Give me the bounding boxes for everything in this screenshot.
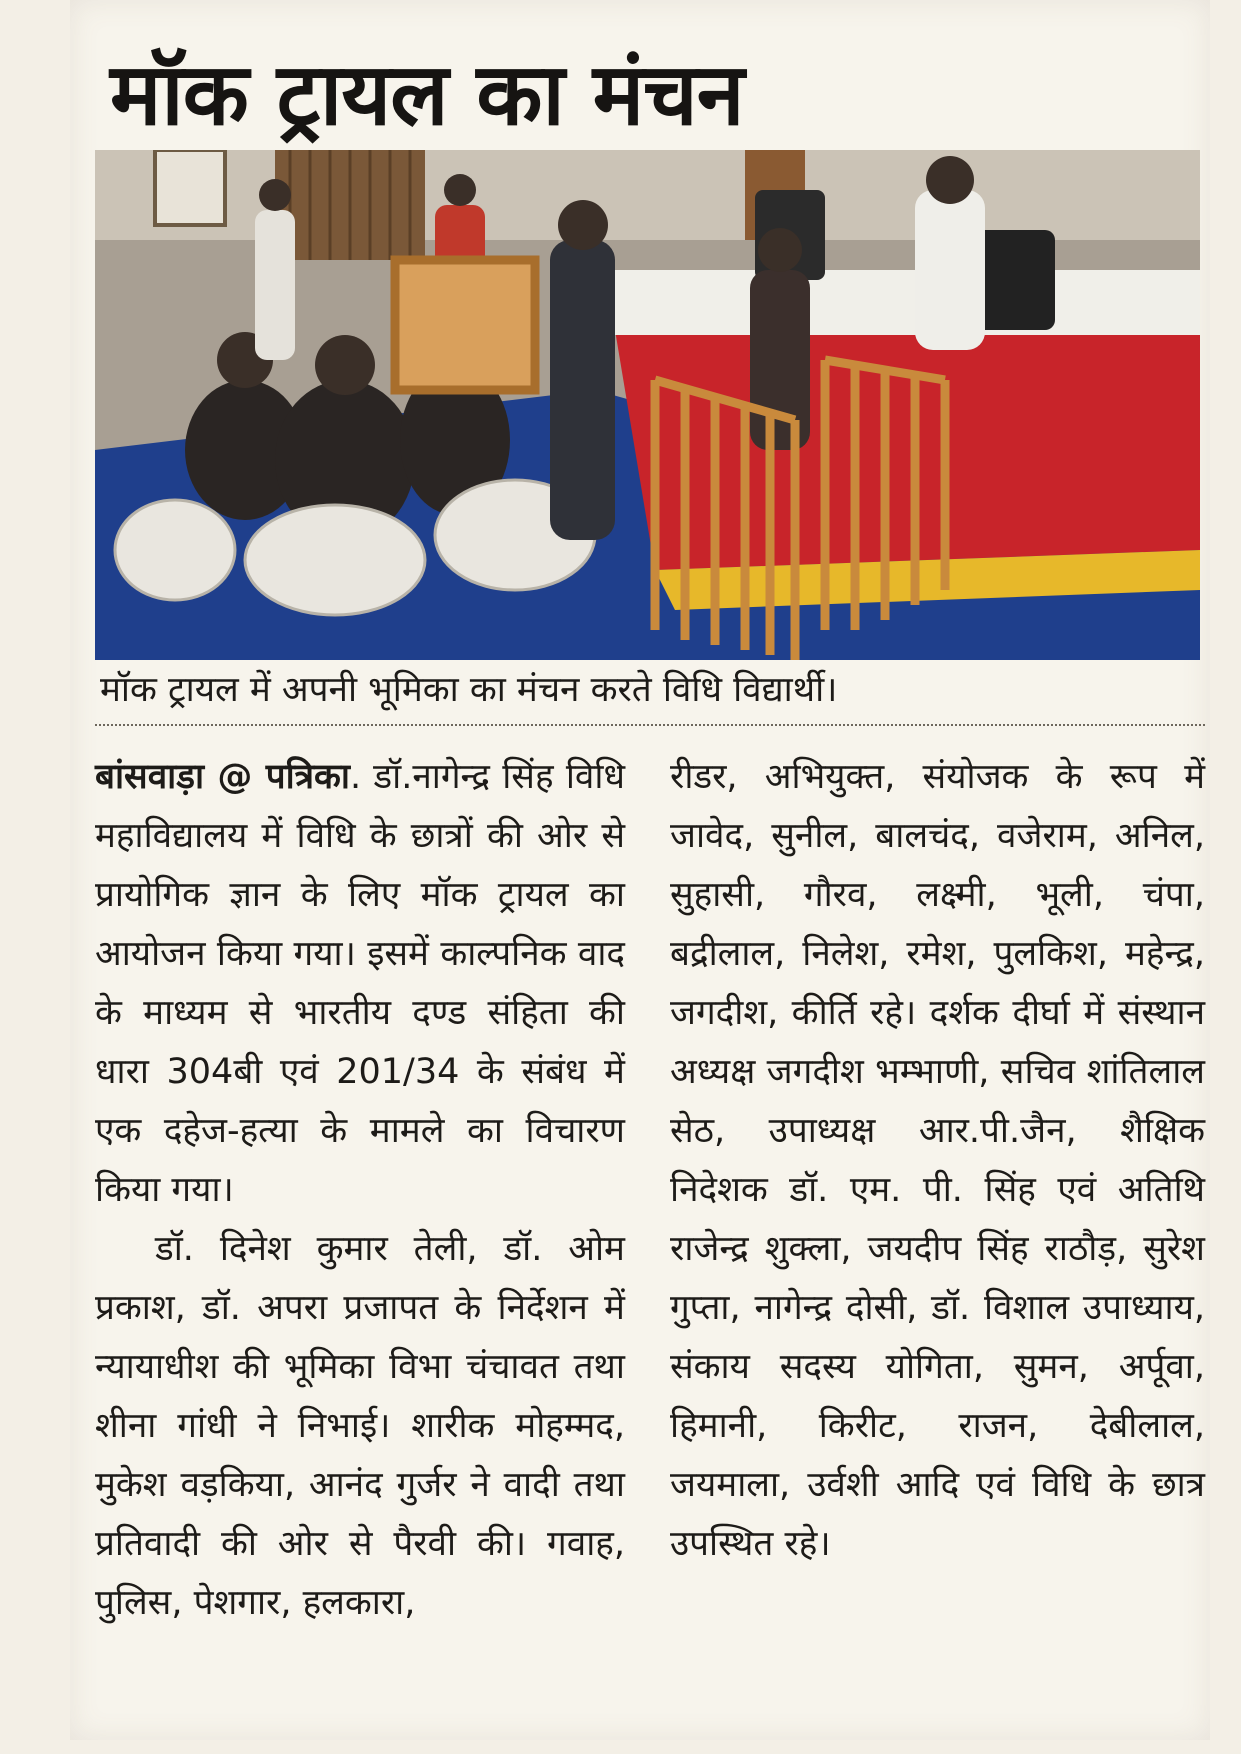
judge-bench-top bbox=[615, 270, 1200, 335]
article-column-right bbox=[670, 748, 1205, 1574]
caption-divider bbox=[95, 724, 1205, 726]
dais-red bbox=[615, 300, 1200, 570]
article-paragraph: डॉ. दिनेश कुमार तेली, डॉ. ओम प्रकाश, डॉ. अपरा प्रजापत के निर्देशन में न्यायाधीश की भूमिका विभा चंचावत तथा शीना गांधी ने निभाई। शारीक मोहम्मद, मुकेश वड़किया, आनंद गुर्जर ने वादी तथा प्रतिवादी की ओर से पैरवी की। गवाह, पुलिस, पेशगार, हलकारा, bbox=[95, 1229, 625, 1623]
mock-trial-photo bbox=[95, 150, 1200, 660]
dateline: बांसवाड़ा @ पत्रिका bbox=[95, 757, 350, 797]
news-photo bbox=[95, 150, 1200, 660]
wall-frame bbox=[155, 150, 225, 225]
headline: मॉक ट्रायल का मंचन bbox=[110, 45, 744, 145]
article-column-left bbox=[95, 748, 625, 1633]
article-paragraph bbox=[95, 748, 625, 1220]
article-paragraph: रीडर, अभियुक्त, संयोजक के रूप में जावेद, सुनील, बालचंद, वजेराम, अनिल, सुहासी, गौरव, लक्ष्मी, भूली, चंपा, बद्रीलाल, निलेश, रमेश, पुलकिश, महेन्द्र, जगदीश, कीर्ति रहे। दर्शक दीर्घा में संस्थान अध्यक्ष जगदीश भम्भाणी, सचिव शांतिलाल सेठ, उपाध्यक्ष आर.पी.जैन, शैक्षिक निदेशक डॉ. एम. पी. सिंह एवं अतिथि राजेन्द्र शुक्ला, जयदीप सिंह राठौड़, सुरेश गुप्ता, नागेन्द्र दोसी, डॉ. विशाल उपाध्याय, संकाय सदस्य योगिता, सुमन, अर्पूवा, हिमानी, किरीट, राजन, देबीलाल, जयमाला, उर्वशी आदि एवं विधि के छात्र उपस्थित रहे। bbox=[670, 757, 1205, 1564]
article-text: . डॉ.नागेन्द्र सिंह विधि महाविद्यालय में विधि के छात्रों की ओर से प्रायोगिक ज्ञान के लिए मॉक ट्रायल का आयोजन किया गया। इसमें काल्पनिक वाद के माध्यम से भारतीय दण्ड संहिता की धारा 304बी एवं 201/34 के संबंध में एक दहेज-हत्या के मामले का विचारण किया गया। bbox=[95, 757, 625, 1210]
photo-caption: मॉक ट्रायल में अपनी भूमिका का मंचन करते विधि विद्यार्थी। bbox=[100, 670, 838, 710]
